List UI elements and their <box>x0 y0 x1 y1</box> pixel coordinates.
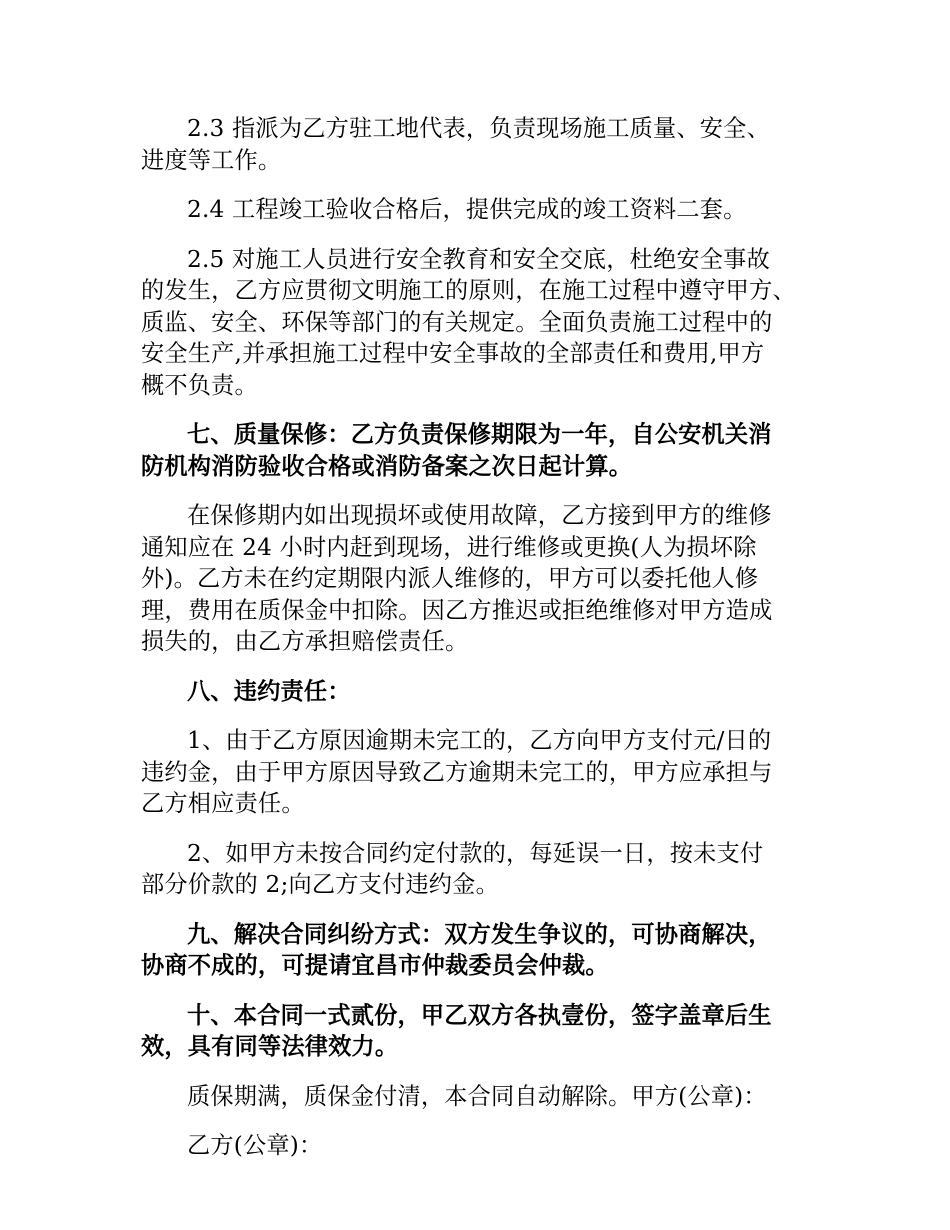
clause-8-1 <box>141 725 821 820</box>
text-line: 1、由于乙方原因逾期未完工的，乙方向甲方支付元/日的 <box>187 727 772 754</box>
clause-2-5 <box>141 244 821 402</box>
text-line: 安全生产,并承担施工过程中安全事故的全部责任和费用,甲方 <box>141 340 765 367</box>
text-line: 损失的，由乙方承担赔偿责任。 <box>141 628 469 655</box>
text-line: 质监、安全、环保等部门的有关规定。全面负责施工过程中的 <box>141 308 773 336</box>
text-line: 在保修期内如出现损坏或使用故障，乙方接到甲方的维修 <box>187 502 772 529</box>
section-7-heading <box>141 419 821 482</box>
text-line: 的发生，乙方应贯彻文明施工的原则，在施工过程中遵守甲方、 <box>141 277 796 304</box>
section-10-heading <box>141 1000 821 1063</box>
text-line: 七、质量保修：乙方负责保修期限为一年，自公安机关消 <box>187 421 772 448</box>
party-b-signature <box>141 1130 821 1162</box>
document-page <box>141 113 821 1180</box>
text-line: 防机构消防验收合格或消防备案之次日起计算。 <box>141 452 633 480</box>
text-line: 外)。乙方未在约定期限内派人维修的，甲方可以委托他人修 <box>141 565 759 592</box>
text-line: 质保期满，质保金付清，本合同自动解除。甲方(公章)： <box>187 1082 767 1110</box>
text-line: 2.4 工程竣工验收合格后，提供完成的竣工资料二套。 <box>187 196 747 223</box>
text-line: 乙方相应责任。 <box>141 790 305 817</box>
text-line: 2、如甲方未按合同约定付款的，每延误一日，按未支付 <box>187 839 764 867</box>
text-line: 协商不成的，可提请宜昌市仲裁委员会仲裁。 <box>141 952 609 979</box>
text-line: 部分价款的 2;向乙方支付违约金。 <box>141 871 499 898</box>
text-line: 理，费用在质保金中扣除。因乙方推迟或拒绝维修对甲方造成 <box>141 596 773 624</box>
text-line: 九、解决合同纠纷方式：双方发生争议的，可协商解决， <box>187 920 772 948</box>
text-line: 进度等工作。 <box>141 146 282 174</box>
section-7-body <box>141 500 821 658</box>
clause-8-2 <box>141 838 821 901</box>
text-line: 八、违约责任： <box>187 677 351 705</box>
clause-2-3 <box>141 113 821 176</box>
text-line: 十、本合同一式贰份，甲乙双方各执壹份，签字盖章后生 <box>187 1001 772 1029</box>
section-8-heading <box>141 676 821 708</box>
text-line: 乙方(公章)： <box>187 1132 323 1159</box>
text-line: 违约金，由于甲方原因导致乙方逾期未完工的，甲方应承担与 <box>141 758 773 786</box>
text-line: 效，具有同等法律效力。 <box>141 1033 399 1060</box>
clause-2-4 <box>141 194 821 226</box>
text-line: 2.3 指派为乙方驻工地代表，负责现场施工质量、安全、 <box>187 115 770 142</box>
section-9-heading <box>141 919 821 982</box>
text-line: 概不负责。 <box>141 371 258 399</box>
text-line: 2.5 对施工人员进行安全教育和安全交底，杜绝安全事故 <box>187 245 770 273</box>
text-line: 通知应在 24 小时内赶到现场，进行维修或更换(人为损坏除 <box>141 533 757 561</box>
closing-statement <box>141 1081 821 1113</box>
